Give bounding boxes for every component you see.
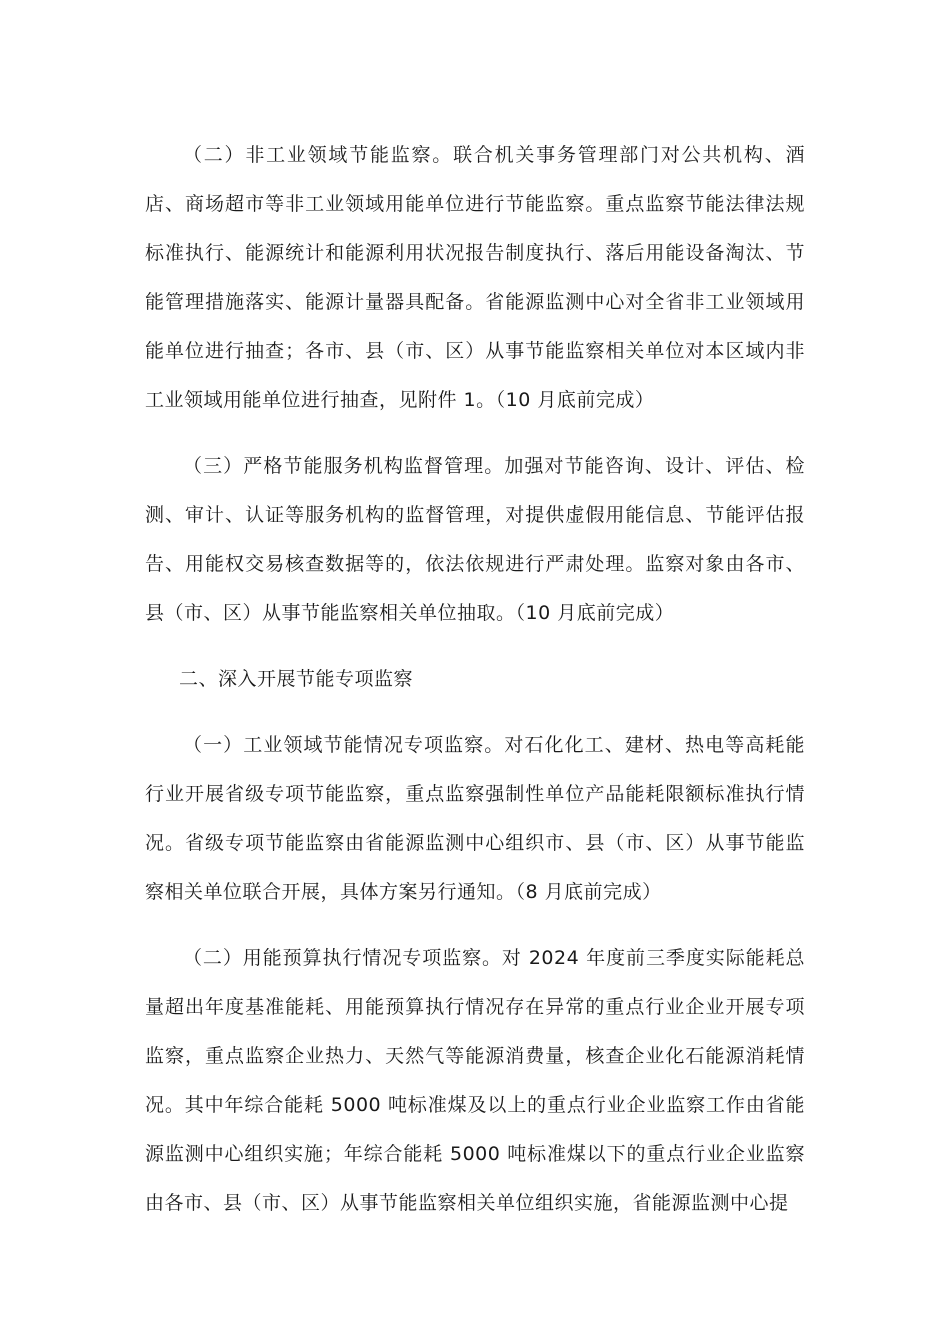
paragraph-energy-budget-inspection: （二）用能预算执行情况专项监察。对 2024 年度前三季度实际能耗总量超出年度基准能耗、用能预算执行情况存在异常的重点行业企业开展专项监察，重点监察企业热力、天然气等能源消费量，核查企业化石能源消耗情况。其中年综合能耗 5000 吨标准煤及以上的重点行业企业监察工作由省能源监测中心组织实施；年综合能耗 5000 吨标准煤以下的重点行业企业监察由各市、县（市、区）从事节能监察相关单位组织实施，省能源监测中心提 (145, 947, 805, 1214)
paragraph-non-industrial-inspection: （二）非工业领域节能监察。联合机关事务管理部门对公共机构、酒店、商场超市等非工业领域用能单位进行节能监察。重点监察节能法律法规标准执行、能源统计和能源利用状况报告制度执行、落后用能设备淘汰、节能管理措施落实、能源计量器具配备。省能源监测中心对全省非工业领域用能单位进行抽查；各市、县（市、区）从事节能监察相关单位对本区域内非工业领域用能单位进行抽查，见附件 1。（10 月底前完成） (145, 144, 805, 411)
paragraph-industrial-special-inspection: （一）工业领域节能情况专项监察。对石化化工、建材、热电等高耗能行业开展省级专项节能监察，重点监察强制性单位产品能耗限额标准执行情况。省级专项节能监察由省能源监测中心组织市、县（市、区）从事节能监察相关单位联合开展，具体方案另行通知。（8 月底前完成） (145, 734, 805, 903)
paragraph-service-agency-supervision: （三）严格节能服务机构监督管理。加强对节能咨询、设计、评估、检测、审计、认证等服务机构的监督管理，对提供虚假用能信息、节能评估报告、用能权交易核查数据等的，依法依规进行严肃处理。监察对象由各市、县（市、区）从事节能监察相关单位抽取。（10 月底前完成） (145, 455, 805, 624)
section-heading: 二、深入开展节能专项监察 (179, 668, 414, 690)
document-body (145, 131, 805, 1245)
